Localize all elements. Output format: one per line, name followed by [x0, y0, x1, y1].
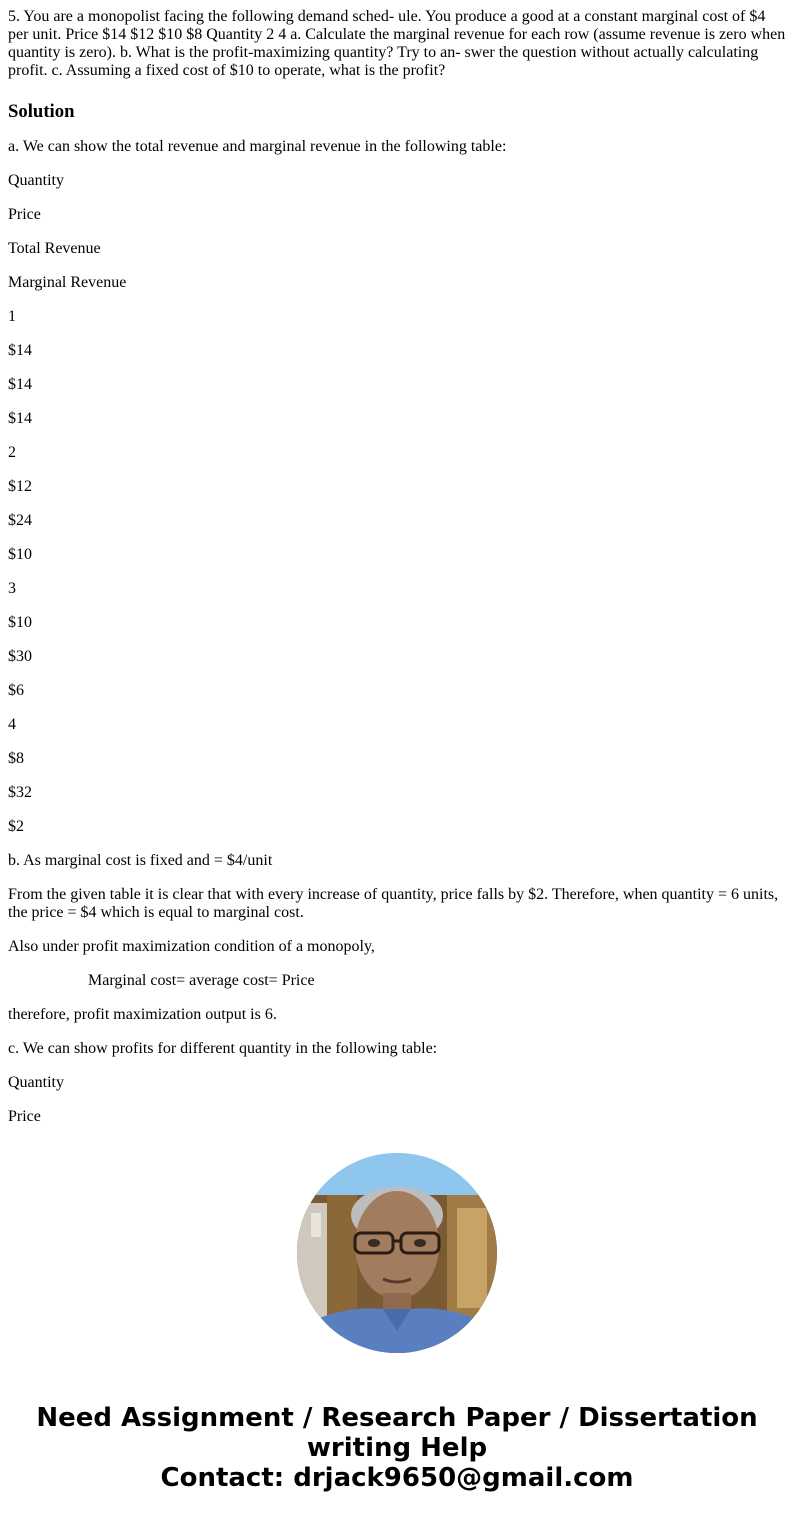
- part-b-text: From the given table it is clear that with every increase of quantity, price falls by $2. Therefore, when quantity = 6 units, the price = $4 which is equal to marginal cost.: [8, 886, 779, 921]
- table-header-cell: Quantity: [8, 1074, 64, 1091]
- table-cell: $14: [8, 342, 32, 359]
- profit-table: [8, 1074, 786, 1126]
- table-cell: $6: [8, 682, 24, 699]
- part-b-condition-intro: Also under profit maximization condition of a monopoly,: [8, 938, 375, 955]
- table-cell: $12: [8, 478, 32, 495]
- table-cell: $2: [8, 818, 24, 835]
- table-cell: $14: [8, 410, 32, 427]
- table-cell: $14: [8, 376, 32, 393]
- table-cell: $32: [8, 784, 32, 801]
- part-b-intro: b. As marginal cost is fixed and = $4/unit: [8, 852, 273, 869]
- part-b-formula: Marginal cost= average cost= Price: [88, 972, 315, 989]
- part-b-conclusion: therefore, profit maximization output is 6.: [8, 1006, 277, 1023]
- promo-contact: Contact: drjack9650@gmail.com: [160, 1463, 634, 1493]
- table-cell: $10: [8, 546, 32, 563]
- solution-heading: Solution: [8, 101, 75, 122]
- table-header-cell: Total Revenue: [8, 240, 101, 257]
- revenue-table: [8, 172, 786, 836]
- question-text: 5. You are a monopolist facing the following demand sched- ule. You produce a good at a constant marginal cost of $4 per unit. Price $14 $12 $10 $8 Quantity 2 4 a. Calculate the marginal revenue for each row (assume revenue is zero when quantity is zero). b. What is the profit-maximizing quantity? Try to an- swer the question without actually calculating profit. c. Assuming a fixed cost of $10 to operate, what is the profit?: [8, 8, 786, 79]
- promo-banner: [0, 1403, 794, 1493]
- table-cell: $10: [8, 614, 32, 631]
- table-cell: 1: [8, 308, 16, 325]
- table-cell: $30: [8, 648, 32, 665]
- table-cell: $8: [8, 750, 24, 767]
- promo-line-2: writing Help: [306, 1433, 488, 1463]
- table-header-cell: Price: [8, 1108, 41, 1125]
- part-a-intro: a. We can show the total revenue and marginal revenue in the following table:: [8, 138, 507, 155]
- promo-line-1: Need Assignment / Research Paper / Dissertation: [36, 1403, 758, 1433]
- table-cell: 4: [8, 716, 16, 733]
- table-cell: 3: [8, 580, 16, 597]
- table-header-cell: Marginal Revenue: [8, 274, 127, 291]
- table-cell: 2: [8, 444, 16, 461]
- part-c-intro: c. We can show profits for different quantity in the following table:: [8, 1040, 438, 1057]
- table-cell: $24: [8, 512, 32, 529]
- author-photo: [297, 1153, 497, 1353]
- table-header-cell: Quantity: [8, 172, 64, 189]
- table-header-cell: Price: [8, 206, 41, 223]
- author-photo-illustration: [297, 1153, 497, 1353]
- document-body: [8, 8, 786, 1142]
